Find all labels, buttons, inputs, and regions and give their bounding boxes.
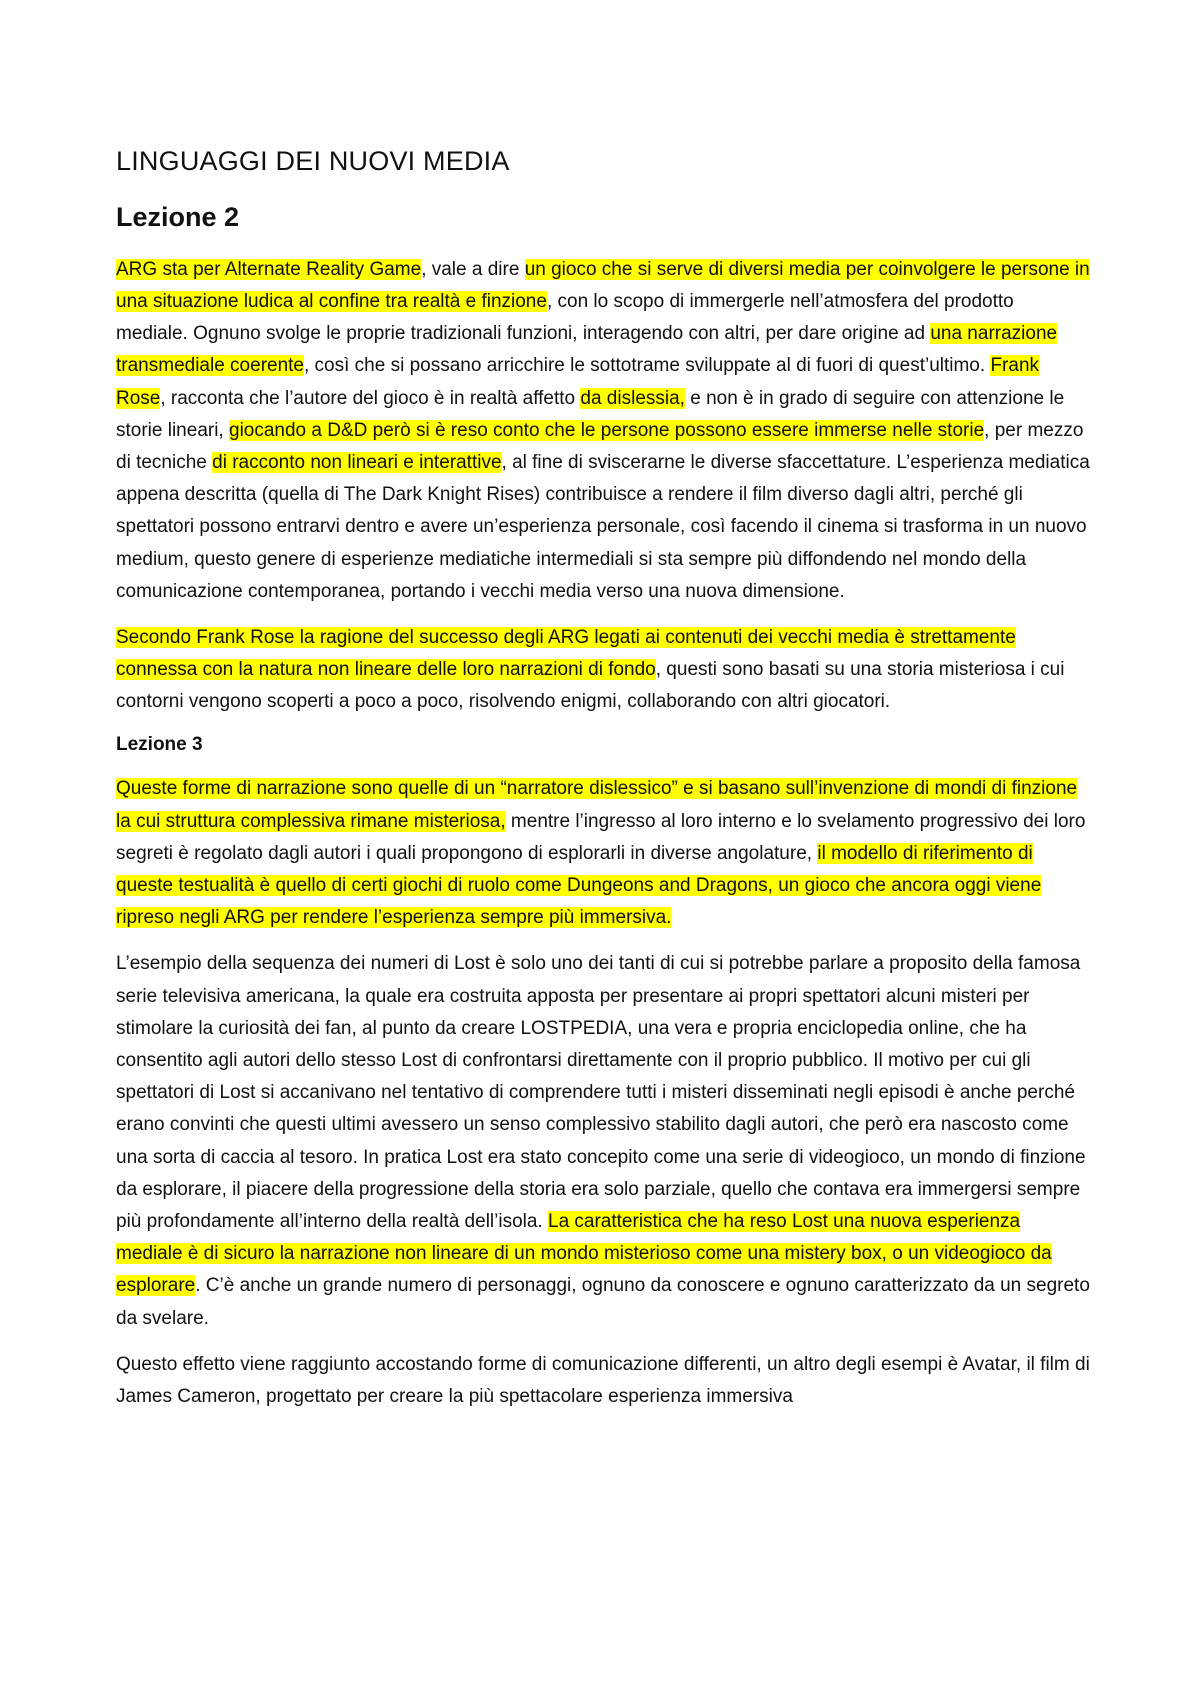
paragraph-lost-example [116, 948, 1090, 1334]
text-run: , così che si possano arricchire le sottotrame sviluppate al di fuori di quest’ultimo. [304, 355, 991, 377]
text-run: , per mezzo di tecniche [116, 419, 1084, 473]
text-run: , vale a dire [421, 258, 525, 280]
highlighted-text: di racconto non lineari e interattive [212, 452, 502, 473]
paragraph-dyslexic-narrator [116, 773, 1090, 934]
text-run: e non è in grado di seguire con attenzione le storie lineari, [116, 387, 1065, 441]
highlighted-text: il modello di riferimento di queste testualità è quello di certi giochi di ruolo come Dungeons and Dragons, un gioco che ancora oggi viene ripreso negli ARG per rendere l’esperienza sempre più immersiva. [116, 842, 1042, 929]
text-run: , al fine di sviscerarne le diverse sfaccettature. L’esperienza mediatica appena descritta (quella di The Dark Knight Rises) contribuisce a rendere il film diverso dagli altri, perché gli spettatori possono entrarvi dentro e avere un’esperienza personale, così facendo il cinema si trasforma in un nuovo medium, questo genere di esperienze mediatiche intermediali si sta sempre più diffondendo nel mondo della comunicazione contemporanea, portando i vecchi media verso una nuova dimensione. [116, 452, 1090, 602]
text-run: L’esempio della sequenza dei numeri di Lost è solo uno dei tanti di cui si potrebbe parlare a proposito della famosa serie televisiva americana, la quale era costruita apposta per presentare ai propri spettatori alcuni misteri per stimolare la curiosità dei fan, al punto da creare LOSTPEDIA, una vera e propria enciclopedia online, che ha consentito agli autori dello stesso Lost di confrontarsi direttamente con il proprio pubblico. Il motivo per cui gli spettatori di Lost si accanivano nel tentativo di comprendere tutti i misteri disseminati negli episodi è anche perché erano convinti che questi ultimi avessero un senso complessivo stabilito dagli autori, che però era nascosto come una sorta di caccia al tesoro. In pratica Lost era stato concepito come una serie di videogioco, un mondo di finzione da esplorare, il piacere della progressione della storia era solo parziale, quello che contava era immergersi sempre più profondamente all’interno della realtà dell’isola. [116, 953, 1086, 1232]
text-run: mentre l’ingresso al loro interno e lo svelamento progressivo dei loro segreti è regolato dagli autori i quali propongono di esplorarli in diverse angolature, [116, 810, 1086, 864]
highlighted-text: Frank Rose [116, 355, 1040, 409]
highlighted-text: ARG sta per Alternate Reality Game [116, 258, 422, 280]
text-run: Questo effetto viene raggiunto accostando forme di comunicazione differenti, un altro degli esempi è Avatar, il film di James Cameron, progettato per creare la più spettacolare esperienza immersiva [116, 1353, 1090, 1407]
document-title: LINGUAGGI DEI NUOVI MEDIA [116, 146, 510, 176]
paragraph-arg-definition [116, 254, 1090, 608]
highlighted-text: una narrazione transmediale coerente [116, 323, 1058, 377]
lesson-2-heading: Lezione 2 [116, 202, 240, 233]
highlighted-text: Secondo Frank Rose la ragione del successo degli ARG legati ai contenuti dei vecchi media è strettamente connessa con la natura non lineare delle loro narrazioni di fondo [116, 627, 1016, 681]
highlighted-text: da dislessia, [580, 387, 685, 409]
highlighted-text: Queste forme di narrazione sono quelle di un “narratore dislessico” e si basano sull’invenzione di mondi di finzione la cui struttura complessiva rimane misteriosa, [116, 778, 1078, 832]
highlighted-text: giocando a D&D però si è reso conto che le persone possono essere immerse nelle storie [229, 419, 985, 441]
text-run: , con lo scopo di immergerle nell’atmosfera del prodotto mediale. Ognuno svolge le proprie tradizionali funzioni, interagendo con altri, per dare origine ad [116, 290, 1014, 345]
paragraph-avatar-example [116, 1349, 1090, 1413]
text-run: . C’è anche un grande numero di personaggi, ognuno da conoscere e ognuno caratterizzato da un segreto da svelare. [116, 1275, 1090, 1329]
lesson-3-heading: Lezione 3 [116, 733, 203, 755]
text-run: , questi sono basati su una storia misteriosa i cui contorni vengono scoperti a poco a poco, risolvendo enigmi, collaborando con altri giocatori. [116, 659, 1065, 713]
highlighted-text: un gioco che si serve di diversi media per coinvolgere le persone in una situazione ludica al confine tra realtà e finzione [116, 258, 1090, 312]
highlighted-text: La caratteristica che ha reso Lost una nuova esperienza mediale è di sicuro la narrazione non lineare di un mondo misterioso come una mistery box, o un videogioco da esplorare [116, 1210, 1052, 1297]
text-run: , racconta che l’autore del gioco è in realtà affetto [160, 387, 581, 409]
paragraph-frank-rose-success [116, 622, 1090, 719]
